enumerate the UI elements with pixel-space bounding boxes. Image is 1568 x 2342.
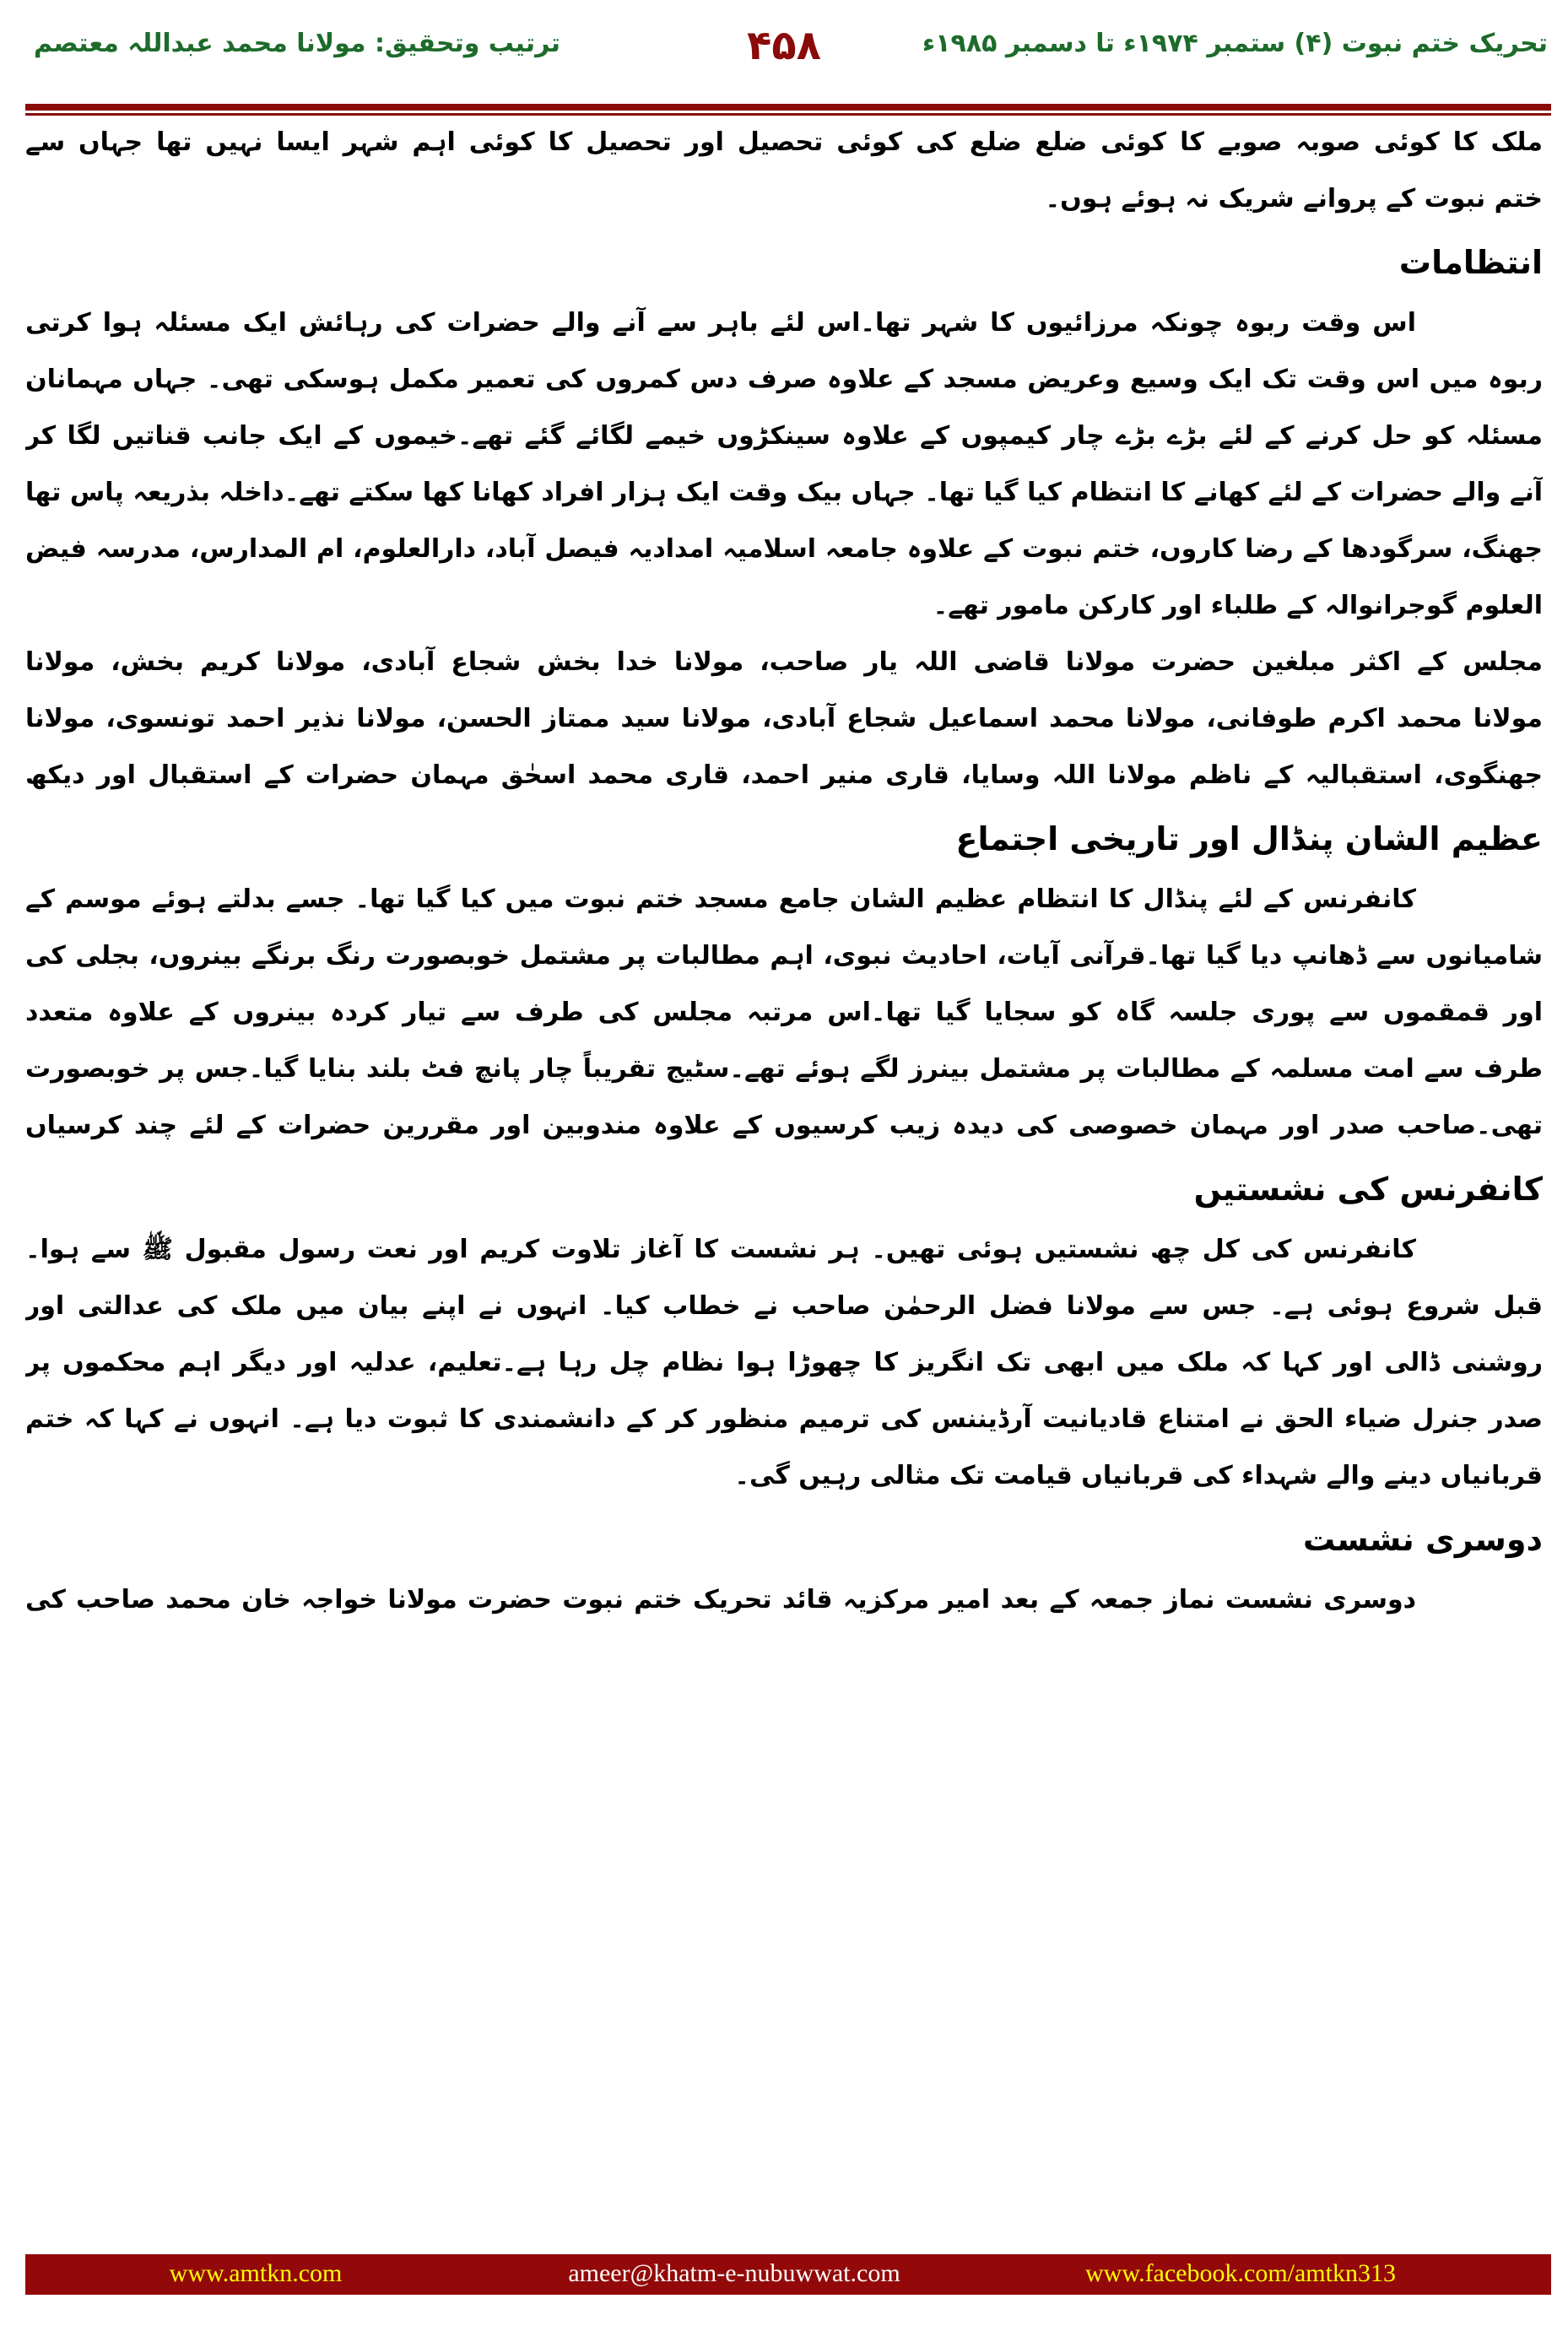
text-line: مولانا محمد اکرم طوفانی، مولانا محمد اسماعیل شجاع آبادی، مولانا سید ممتاز الحسن، مولانا نذیر احمد تونسوی، مولانا xyxy=(25,704,1543,733)
text-line: صدر جنرل ضیاء الحق نے امتناع قادیانیت آرڈیننس کی ترمیم منظور کر کے دانشمندی کا ثبوت دیا ہے۔ انہوں نے کہا کہ ختم xyxy=(25,1404,1543,1434)
text-line: اس وقت ربوہ چونکہ مرزائیوں کا شہر تھا۔اس لئے باہر سے آنے والے حضرات کی رہائش ایک مسئلہ ہوا کرتی xyxy=(25,308,1416,338)
text-line: جھنگ، سرگودھا کے رضا کاروں، ختم نبوت کے علاوہ جامعہ اسلامیہ امدادیہ فیصل آباد، دارالعلوم، ام المدارس، مدرسہ فیض xyxy=(25,534,1543,564)
page-body xyxy=(25,114,1543,1628)
text-line: ختم نبوت کے پروانے شریک نہ ہوئے ہوں۔ xyxy=(1045,184,1543,214)
text-line: کانفرنس کی کل چھ نشستیں ہوئی تھیں۔ ہر نشست کا آغاز تلاوت کریم اور نعت رسول مقبول ﷺ سے ہوا۔ xyxy=(25,1235,1416,1264)
text-line: طرف سے امت مسلمہ کے مطالبات پر مشتمل بینرز لگے ہوئے تھے۔سٹیج تقریباً چار پانچ فٹ بلند بنایا گیا۔جس پر خوبصورت xyxy=(25,1054,1543,1084)
section-heading: عظیم الشان پنڈال اور تاریخی اجتماع xyxy=(955,820,1543,857)
website-link[interactable]: www.amtkn.com xyxy=(169,2259,343,2287)
text-line: تھی۔صاحب صدر اور مہمان خصوصی کی دیدہ زیب کرسیوں کے علاوہ مندوبین اور مقررین حضرات کے لئے چند کرسیاں xyxy=(25,1111,1543,1140)
text-line: اور قمقموں سے پوری جلسہ گاہ کو سجایا گیا تھا۔اس مرتبہ مجلس کی طرف سے تیار کردہ بینروں کے علاوہ متعدد xyxy=(25,998,1543,1027)
text-line: قبل شروع ہوئی ہے۔ جس سے مولانا فضل الرحمٰن صاحب نے خطاب کیا۔ انہوں نے اپنے بیان میں ملک کی عدالتی اور xyxy=(25,1291,1543,1321)
text-line: جھنگوی، استقبالیہ کے ناظم مولانا اللہ وسایا، قاری منیر احمد، قاری محمد اسحٰق مہمان حضرات کے استقبال اور دیکھ xyxy=(25,760,1543,790)
text-line: آنے والے حضرات کے لئے کھانے کا انتظام کیا گیا تھا۔ جہاں بیک وقت ایک ہزار افراد کھانا کھا سکتے تھے۔داخلہ بذریعہ پاس تھا xyxy=(25,478,1543,507)
text-line: ملک کا کوئی صوبہ صوبے کا کوئی ضلع ضلع کی کوئی تحصیل اور تحصیل کا کوئی اہم شہر ایسا نہیں تھا جہاں سے xyxy=(25,127,1543,157)
text-line: ربوہ میں اس وقت تک ایک وسیع وعریض مسجد کے علاوہ صرف دس کمروں کی تعمیر مکمل ہوسکی تھی۔ جہاں مہمانان xyxy=(25,365,1543,394)
text-line: روشنی ڈالی اور کہا کہ ملک میں ابھی تک انگریز کا چھوڑا ہوا نظام چل رہا ہے۔تعلیم، عدلیہ اور دیگر اہم محکموں پر xyxy=(25,1348,1543,1377)
page-number: ۴۵۸ xyxy=(747,22,821,69)
text-line: شامیانوں سے ڈھانپ دیا گیا تھا۔قرآنی آیات، احادیث نبوی، اہم مطالبات پر مشتمل خوبصورت رنگ برنگے بینروں، بجلی کی xyxy=(25,941,1543,971)
section-heading: انتظامات xyxy=(1398,244,1543,281)
text-line: مجلس کے اکثر مبلغین حضرت مولانا قاضی اللہ یار صاحب، مولانا خدا بخش شجاع آبادی، مولانا کریم بخش، مولانا xyxy=(25,647,1543,677)
header-divider-thick xyxy=(25,104,1551,111)
facebook-link[interactable]: www.facebook.com/amtkn313 xyxy=(1085,2259,1396,2287)
section-heading: کانفرنس کی نشستیں xyxy=(1193,1171,1543,1208)
text-line: قربانیاں دینے والے شہداء کی قربانیاں قیامت تک مثالی رہیں گی۔ xyxy=(734,1461,1543,1490)
book-title: تحریک ختم نبوت (۴) ستمبر ۱۹۷۴ء تا دسمبر ۱۹۸۵ء xyxy=(922,29,1548,58)
email-link[interactable]: ameer@khatm-e-nubuwwat.com xyxy=(568,2259,900,2287)
text-line: کانفرنس کے لئے پنڈال کا انتظام عظیم الشان جامع مسجد ختم نبوت میں کیا گیا تھا۔ جسے بدلتے ہوئے موسم کے xyxy=(25,884,1416,914)
text-line: دوسری نشست نماز جمعہ کے بعد امیر مرکزیہ قائد تحریک ختم نبوت حضرت مولانا خواجہ خان محمد صاحب کی xyxy=(25,1585,1416,1615)
section-heading: دوسری نشست xyxy=(1302,1521,1543,1558)
footer-bar xyxy=(25,2254,1551,2295)
text-line: العلوم گوجرانوالہ کے طلباء اور کارکن مامور تھے۔ xyxy=(933,591,1543,620)
text-line: مسئلہ کو حل کرنے کے لئے بڑے بڑے چار کیمپوں کے علاوہ سینکڑوں خیمے لگائے گئے تھے۔خیموں کے ایک جانب قناتیں لگا کر xyxy=(25,421,1543,451)
compiler-credit: ترتیب وتحقیق: مولانا محمد عبداللہ معتصم xyxy=(34,29,560,58)
